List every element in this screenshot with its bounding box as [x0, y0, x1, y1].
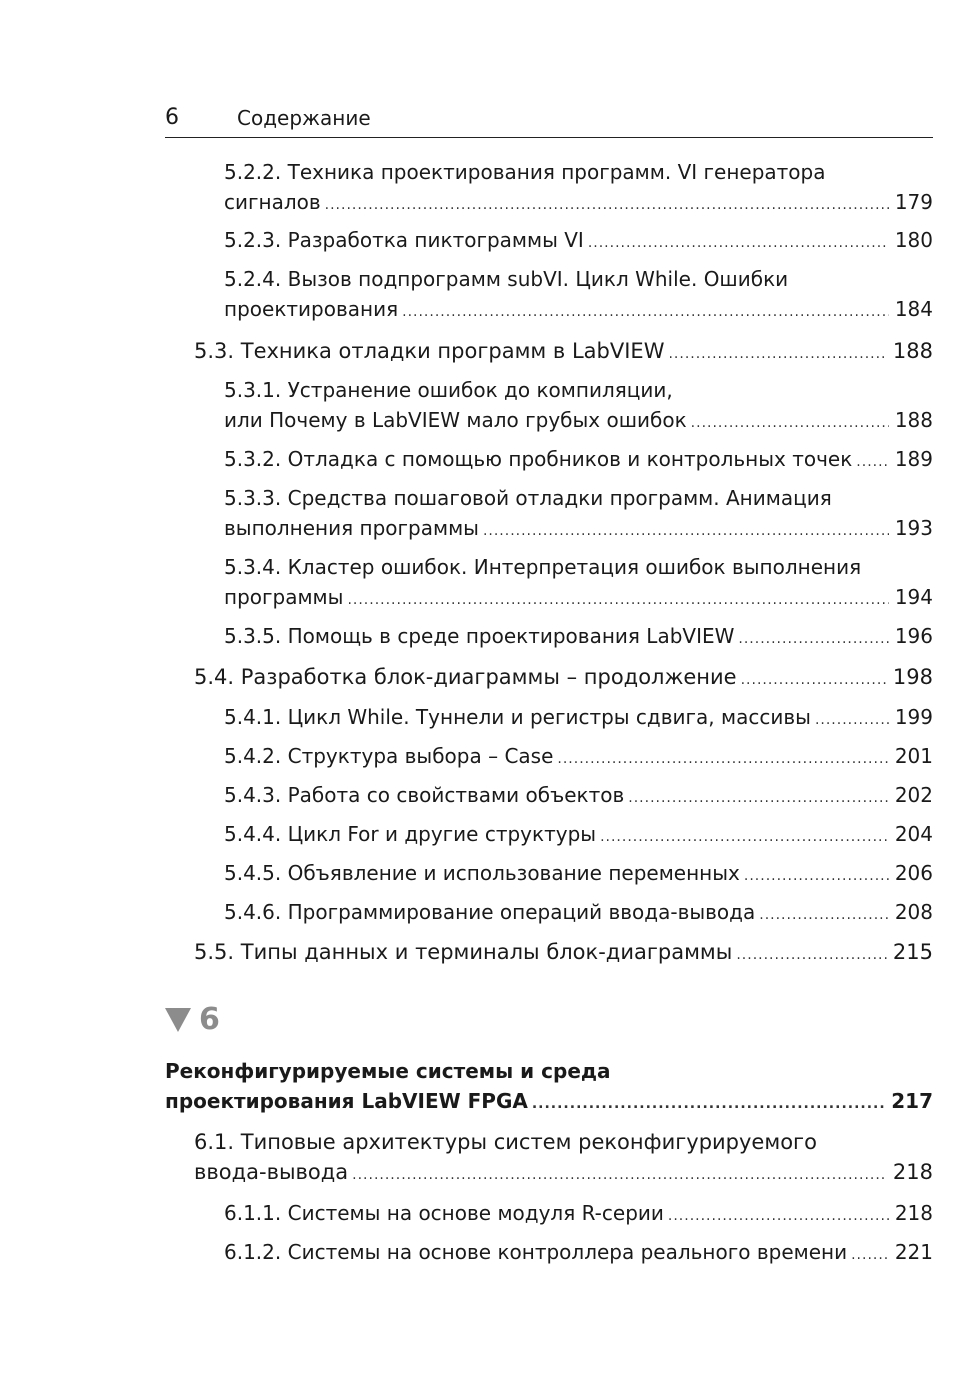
toc-page-number: 179: [894, 190, 933, 214]
toc-entry-title: 5.4. Разработка блок-диаграммы – продолжение: [194, 665, 737, 689]
toc-entry-title: или Почему в LabVIEW мало грубых ошибок: [224, 408, 687, 432]
toc-entry-line: [224, 294, 933, 327]
toc-entry-title: 5.4.5. Объявление и использование переменных: [224, 861, 740, 885]
toc-page-number: 208: [894, 900, 933, 924]
toc-entry-line: [194, 1157, 933, 1190]
toc-entry[interactable]: [194, 937, 933, 970]
toc-entry-title: программы: [224, 585, 344, 609]
leader-dots: [325, 190, 889, 220]
toc-entry-line: [224, 621, 933, 654]
leader-dots: [856, 447, 889, 477]
toc-page-number: 189: [894, 447, 933, 471]
toc-entry-line: [165, 1086, 933, 1119]
toc-entry[interactable]: [224, 444, 933, 477]
toc-entry[interactable]: [194, 1127, 933, 1190]
leader-dots: [815, 705, 889, 735]
toc-entry[interactable]: [194, 662, 933, 695]
toc-entry-title: 5.3.2. Отладка с помощью пробников и контрольных точек: [224, 447, 853, 471]
toc-page-number: 198: [892, 665, 933, 689]
toc-entry-title: сигналов: [224, 190, 321, 214]
leader-dots: [668, 339, 886, 369]
toc-entry-title: 5.2.4. Вызов подпрограмм subVI. Цикл While. Ошибки: [224, 267, 789, 291]
toc-entry[interactable]: [224, 225, 933, 258]
chapter-number: 6: [199, 1002, 220, 1037]
toc-entry-title: 6.1.2. Системы на основе контроллера реального времени: [224, 1240, 848, 1264]
toc-entry-title: 5.3.3. Средства пошаговой отладки программ. Анимация: [224, 486, 832, 510]
toc-entry[interactable]: [224, 1237, 933, 1270]
toc-page-number: 215: [892, 940, 933, 964]
toc-entry[interactable]: [224, 552, 933, 615]
toc-page-number: 188: [894, 408, 933, 432]
toc-entry-line: [224, 897, 933, 930]
toc-entry-line: [224, 187, 933, 220]
toc-entry-line: [194, 937, 933, 970]
toc-entry[interactable]: [224, 157, 933, 220]
toc-entry-title: 5.5. Типы данных и терминалы блок-диаграммы: [194, 940, 733, 964]
toc-page-number: 201: [894, 744, 933, 768]
toc-entry-title: 5.3. Техника отладки программ в LabVIEW: [194, 339, 665, 363]
toc-entry[interactable]: [224, 741, 933, 774]
toc-entry-title: 5.4.4. Цикл For и другие структуры: [224, 822, 597, 846]
toc-entry[interactable]: [165, 1056, 933, 1119]
toc-entry-line: [224, 405, 933, 438]
leader-dots: [759, 900, 889, 930]
toc-entry[interactable]: [224, 1198, 933, 1231]
running-title: Содержание: [237, 106, 371, 130]
toc-entry-line: [224, 225, 933, 258]
toc-page-number: 184: [894, 297, 933, 321]
toc-page-number: 204: [894, 822, 933, 846]
leader-dots: [738, 624, 888, 654]
toc-entry-title: 5.4.2. Структура выбора – Case: [224, 744, 554, 768]
leader-dots: [347, 585, 888, 615]
toc-entry-line: [224, 444, 933, 477]
toc-page-number: 218: [892, 1160, 933, 1184]
triangle-down-icon: [165, 1008, 191, 1032]
toc-page-number: 221: [894, 1240, 933, 1264]
toc-entry-line: [224, 819, 933, 852]
leader-dots: [352, 1160, 887, 1190]
leader-dots: [744, 861, 889, 891]
toc-page-number: 202: [894, 783, 933, 807]
toc-page-number: 193: [894, 516, 933, 540]
toc-entry-line: [224, 780, 933, 813]
toc-entry-title: 5.3.5. Помощь в среде проектирования LabVIEW: [224, 624, 735, 648]
page-number: 6: [165, 105, 179, 130]
toc-entry-title: проектирования: [224, 297, 399, 321]
toc-page-number: 206: [894, 861, 933, 885]
toc-entry-title: ввода-вывода: [194, 1160, 349, 1184]
leader-dots: [851, 1240, 889, 1270]
toc-entry[interactable]: [224, 375, 933, 438]
toc-page-number: 196: [894, 624, 933, 648]
toc-entry-title: выполнения программы: [224, 516, 479, 540]
leader-dots: [691, 408, 889, 438]
toc-entry-title: 5.3.1. Устранение ошибок до компиляции,: [224, 378, 673, 402]
toc-entry-line: [224, 1198, 933, 1231]
toc-entry[interactable]: [224, 621, 933, 654]
toc-entry-title: проектирования LabVIEW FPGA: [165, 1089, 528, 1113]
leader-dots: [557, 744, 888, 774]
toc-page-number: 199: [894, 705, 933, 729]
toc-page-number: 217: [891, 1089, 933, 1113]
leader-dots: [741, 665, 887, 695]
toc-entry[interactable]: [224, 858, 933, 891]
toc-page-number: 188: [892, 339, 933, 363]
toc-entry-title: 5.4.1. Цикл While. Туннели и регистры сдвига, массивы: [224, 705, 811, 729]
leader-dots: [628, 783, 889, 813]
toc-entry[interactable]: [224, 264, 933, 327]
leader-dots: [532, 1089, 885, 1119]
toc-entry[interactable]: [224, 702, 933, 735]
toc-entry-title: 5.3.4. Кластер ошибок. Интерпретация ошибок выполнения: [224, 555, 862, 579]
toc-entry[interactable]: [224, 483, 933, 546]
toc-entry-line: [224, 582, 933, 615]
toc-page-number: 194: [894, 585, 933, 609]
toc-entry-title: 5.2.3. Разработка пиктограммы VI: [224, 228, 584, 252]
toc-entry-title: 6.1. Типовые архитектуры систем реконфигурируемого: [194, 1130, 817, 1154]
toc-entry[interactable]: [194, 336, 933, 369]
leader-dots: [600, 822, 889, 852]
leader-dots: [668, 1201, 889, 1231]
page-header: [165, 103, 933, 138]
toc-entry[interactable]: [224, 819, 933, 852]
toc-page-number: 218: [894, 1201, 933, 1225]
toc-entry-line: [224, 513, 933, 546]
toc-entry-line: [224, 858, 933, 891]
leader-dots: [736, 940, 887, 970]
toc-entry-title: 5.4.3. Работа со свойствами объектов: [224, 783, 625, 807]
toc-page-number: 180: [894, 228, 933, 252]
toc-entry-title: 6.1.1. Системы на основе модуля R-серии: [224, 1201, 664, 1225]
toc-entry-line: [224, 1237, 933, 1270]
toc-entry[interactable]: [224, 897, 933, 930]
toc-entry-line: [224, 702, 933, 735]
toc-entry-title: Реконфигурируемые системы и среда: [165, 1059, 611, 1083]
leader-dots: [402, 297, 889, 327]
toc-entry[interactable]: [224, 780, 933, 813]
toc-entry-line: [224, 741, 933, 774]
toc-entry-line: [194, 662, 933, 695]
leader-dots: [588, 228, 889, 258]
leader-dots: [483, 516, 889, 546]
toc-entry-title: 5.4.6. Программирование операций ввода-вывода: [224, 900, 756, 924]
chapter-heading: [165, 1002, 220, 1037]
toc-entry-title: 5.2.2. Техника проектирования программ. VI генератора: [224, 160, 826, 184]
toc-entry-line: [194, 336, 933, 369]
